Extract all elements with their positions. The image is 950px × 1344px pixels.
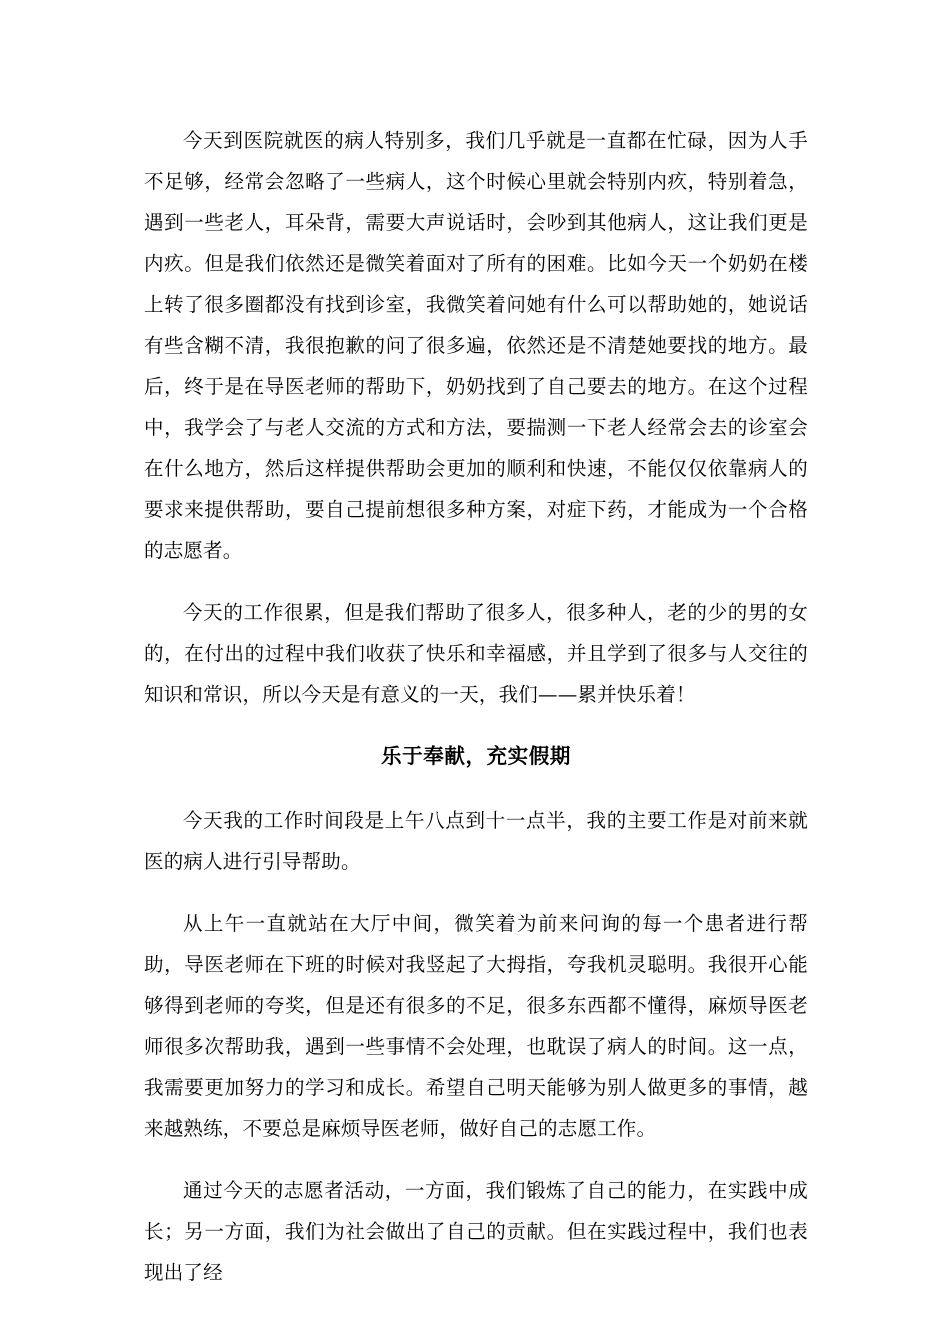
document-page [144,120,808,1314]
body-paragraph: 今天到医院就医的病人特别多，我们几乎就是一直都在忙碌，因为人手不足够，经常会忽略了一些病人，这个时候心里就会特别内疚，特别着急，遇到一些老人，耳朵背，需要大声说话时，会吵到其他病人，这让我们更是内疚。但是我们依然还是微笑着面对了所有的困难。比如今天一个奶奶在楼上转了很多圈都没有找到诊室，我微笑着问她有什么可以帮助她的，她说话有些含糊不清，我很抱歉的问了很多遍，依然还是不清楚她要找的地方。最后，终于是在导医老师的帮助下，奶奶找到了自己要去的地方。在这个过程中，我学会了与老人交流的方式和方法，要揣测一下老人经常会去的诊室会在什么地方，然后这样提供帮助会更加的顺利和快速，不能仅仅依靠病人的要求来提供帮助，要自己提前想很多种方案，对症下药，才能成为一个合格的志愿者。 [144,129,808,562]
body-paragraph: 通过今天的志愿者活动，一方面，我们锻炼了自己的能力，在实践中成长；另一方面，我们为社会做出了自己的贡献。但在实践过程中，我们也表现出了经 [144,1179,808,1284]
body-paragraph: 从上午一直就站在大厅中间，微笑着为前来问询的每一个患者进行帮助，导医老师在下班的时候对我竖起了大拇指，夸我机灵聪明。我很开心能够得到老师的夸奖，但是还有很多的不足，很多东西都不懂得，麻烦导医老师很多次帮助我，遇到一些事情不会处理，也耽误了病人的时间。这一点，我需要更加努力的学习和成长。希望自己明天能够为别人做更多的事情，越来越熟练，不要总是麻烦导医老师，做好自己的志愿工作。 [144,912,808,1140]
section-title: 乐于奉献，充实假期 [381,744,571,768]
body-paragraph: 今天的工作很累，但是我们帮助了很多人，很多种人，老的少的男的女的，在付出的过程中我们收获了快乐和幸福感，并且学到了很多与人交往的知识和常识，所以今天是有意义的一天，我们——累并快乐着！ [144,601,808,706]
body-paragraph: 今天我的工作时间段是上午八点到十一点半，我的主要工作是对前来就医的病人进行引导帮助。 [144,809,808,873]
